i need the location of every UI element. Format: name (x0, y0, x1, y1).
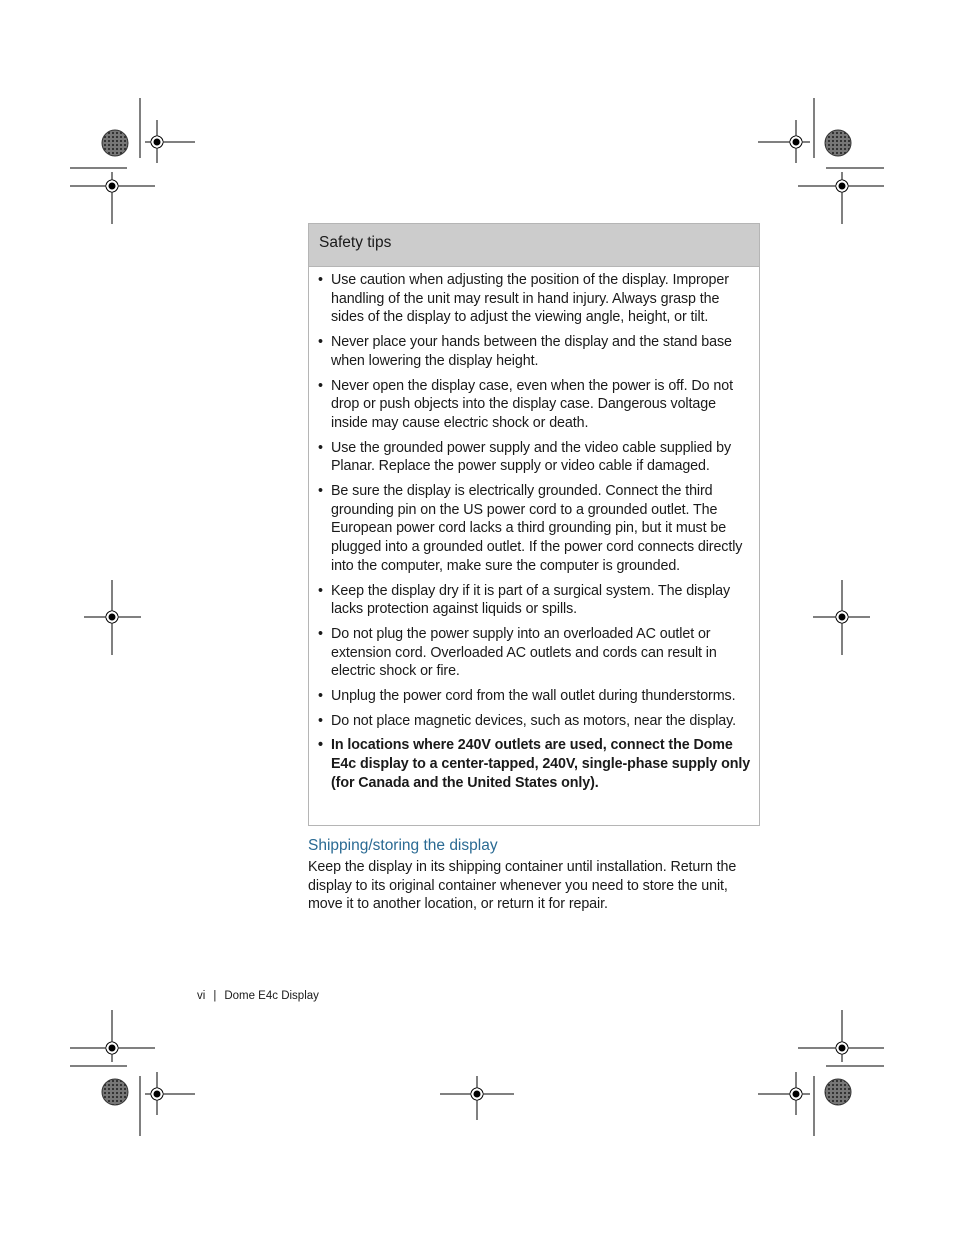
crop-mark-bottom-right (758, 1010, 884, 1136)
safety-tip: • Be sure the display is electrically grounded. Connect the third grounding pin on the US power cord to a grounded outlet. The European power cord lacks a third grounding pin, but it must be plugged into a grounded outlet. If the power cord connects directly into the computer, make sure the computer is grounded. (331, 482, 753, 576)
safety-tips-box (308, 223, 760, 826)
safety-tips-title: Safety tips (309, 224, 759, 267)
safety-tip: • Do not plug the power supply into an overloaded AC outlet or extension cord. Overloaded AC outlets and cords can result in electric shock or fire. (331, 625, 753, 681)
safety-tip-warning: • In locations where 240V outlets are used, connect the Dome E4c display to a center-tapped, 240V, single-phase supply only (for Canada and the United States only). (331, 736, 753, 792)
crop-mark-top-left (70, 98, 195, 224)
shipping-heading: Shipping/storing the display (308, 837, 498, 854)
shipping-body: Keep the display in its shipping container until installation. Return the display to its original container whenever you need to store the unit, move it to another location, or return it for repair. (308, 859, 737, 913)
crop-mark-middle-right (813, 580, 870, 655)
crop-mark-top-right (758, 98, 884, 224)
safety-tip: • Keep the display dry if it is part of a surgical system. The display lacks protection against liquids or spills. (331, 582, 753, 619)
safety-tips-list (309, 267, 759, 793)
safety-tip: • Use the grounded power supply and the video cable supplied by Planar. Replace the power supply or video cable if damaged. (331, 439, 753, 476)
footer-separator: | (213, 990, 217, 1002)
page-footer (197, 990, 319, 1002)
safety-tip: • Never open the display case, even when the power is off. Do not drop or push objects into the display case. Dangerous voltage inside may cause electric shock or death. (331, 377, 753, 433)
safety-tip: • Use caution when adjusting the position of the display. Improper handling of the unit may result in hand injury. Always grasp the sides of the display to adjust the viewing angle, height, or tilt. (331, 271, 753, 327)
crop-mark-bottom-center (440, 1076, 514, 1120)
page-number: vi (197, 990, 206, 1002)
safety-tip: • Do not place magnetic devices, such as motors, near the display. (331, 712, 753, 731)
crop-mark-middle-left (84, 580, 141, 655)
safety-tip: • Never place your hands between the display and the stand base when lowering the display height. (331, 333, 753, 370)
footer-doc-title: Dome E4c Display (224, 990, 319, 1002)
safety-tip: • Unplug the power cord from the wall outlet during thunderstorms. (331, 687, 753, 706)
crop-mark-bottom-left (70, 1010, 195, 1136)
